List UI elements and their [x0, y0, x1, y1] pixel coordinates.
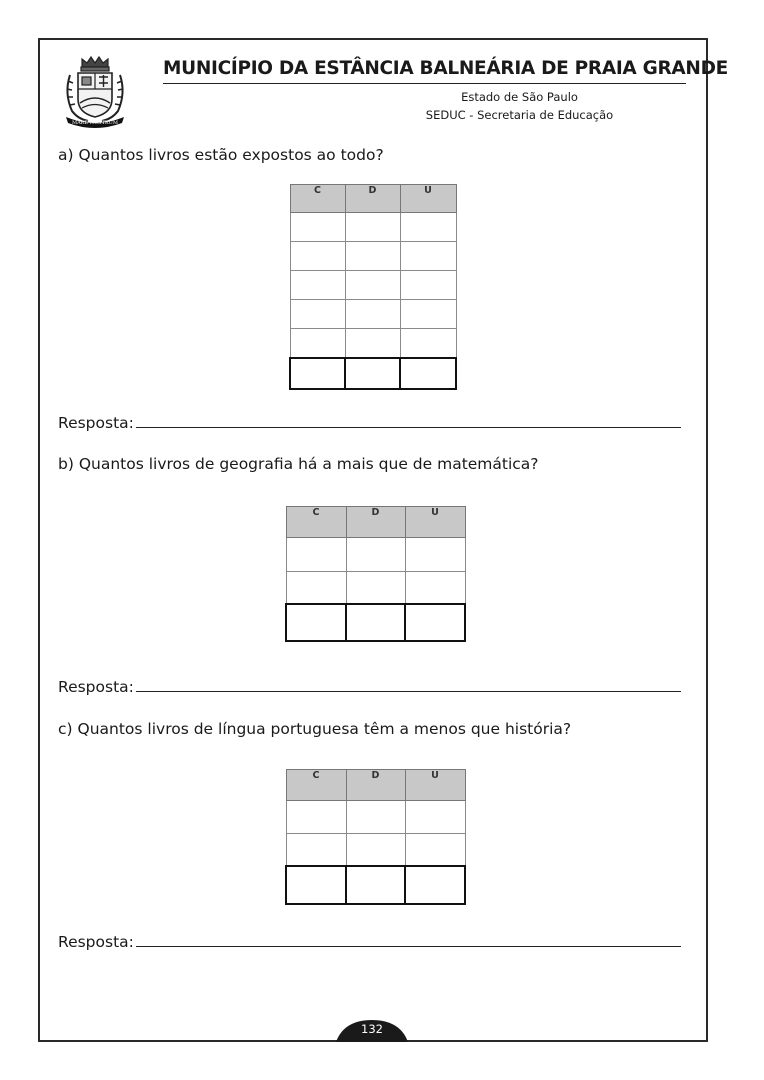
table-cell[interactable]	[346, 801, 405, 834]
table-cell[interactable]	[345, 213, 400, 242]
total-cell[interactable]	[286, 866, 346, 904]
table-cell[interactable]	[405, 572, 465, 604]
header-centena: C	[286, 770, 346, 801]
table-cell[interactable]	[345, 300, 400, 329]
total-cell[interactable]	[405, 604, 465, 641]
crest-motto: MARE NOSTRUM	[71, 120, 119, 126]
total-cell[interactable]	[345, 358, 400, 389]
header-centena: C	[286, 507, 346, 538]
question-c: c) Quantos livros de língua portuguesa têm a menos que história?	[58, 720, 572, 738]
table-cell[interactable]	[400, 300, 456, 329]
table-cell[interactable]	[405, 538, 465, 572]
header-dezena: D	[346, 507, 405, 538]
title-underline	[163, 83, 686, 84]
header-dezena: D	[345, 185, 400, 213]
table-cell[interactable]	[405, 801, 465, 834]
table-cell[interactable]	[286, 834, 346, 866]
table-cell[interactable]	[400, 213, 456, 242]
table-cell[interactable]	[400, 242, 456, 271]
header-centena: C	[290, 185, 345, 213]
table-cell[interactable]	[286, 538, 346, 572]
page-title: MUNICÍPIO DA ESTÂNCIA BALNEÁRIA DE PRAIA GRANDE	[163, 58, 729, 79]
cdu-table-a	[289, 184, 457, 390]
page-number: 132	[361, 1022, 383, 1036]
table-cell[interactable]	[290, 300, 345, 329]
table-cell[interactable]	[345, 271, 400, 300]
table-cell[interactable]	[286, 801, 346, 834]
table-cell[interactable]	[346, 538, 405, 572]
department-subtitle: SEDUC - Secretaria de Educação	[425, 108, 614, 122]
total-cell[interactable]	[346, 604, 405, 641]
answer-label: Resposta:	[58, 414, 134, 432]
total-cell[interactable]	[400, 358, 456, 389]
table-cell[interactable]	[290, 329, 345, 358]
answer-line-a[interactable]	[58, 414, 684, 432]
cdu-table-c	[285, 769, 466, 905]
header-unidade: U	[405, 770, 465, 801]
table-cell[interactable]	[346, 834, 405, 866]
table-cell[interactable]	[346, 572, 405, 604]
table-cell[interactable]	[405, 834, 465, 866]
table-cell[interactable]	[286, 572, 346, 604]
table-cell[interactable]	[400, 329, 456, 358]
question-a: a) Quantos livros estão expostos ao todo?	[58, 146, 384, 164]
header-unidade: U	[400, 185, 456, 213]
answer-label: Resposta:	[58, 933, 134, 951]
total-cell[interactable]	[286, 604, 346, 641]
answer-label: Resposta:	[58, 678, 134, 696]
table-cell[interactable]	[345, 329, 400, 358]
table-cell[interactable]	[290, 242, 345, 271]
answer-line-c[interactable]	[58, 933, 684, 951]
header-dezena: D	[346, 770, 405, 801]
answer-line-b[interactable]	[58, 678, 684, 696]
question-b: b) Quantos livros de geografia há a mais que de matemática?	[58, 455, 539, 473]
municipal-crest-icon	[60, 53, 130, 129]
table-cell[interactable]	[290, 271, 345, 300]
table-cell[interactable]	[290, 213, 345, 242]
state-subtitle: Estado de São Paulo	[461, 90, 578, 104]
table-cell[interactable]	[345, 242, 400, 271]
table-cell[interactable]	[400, 271, 456, 300]
total-cell[interactable]	[346, 866, 405, 904]
cdu-table-b	[285, 506, 466, 642]
total-cell[interactable]	[290, 358, 345, 389]
header-unidade: U	[405, 507, 465, 538]
total-cell[interactable]	[405, 866, 465, 904]
